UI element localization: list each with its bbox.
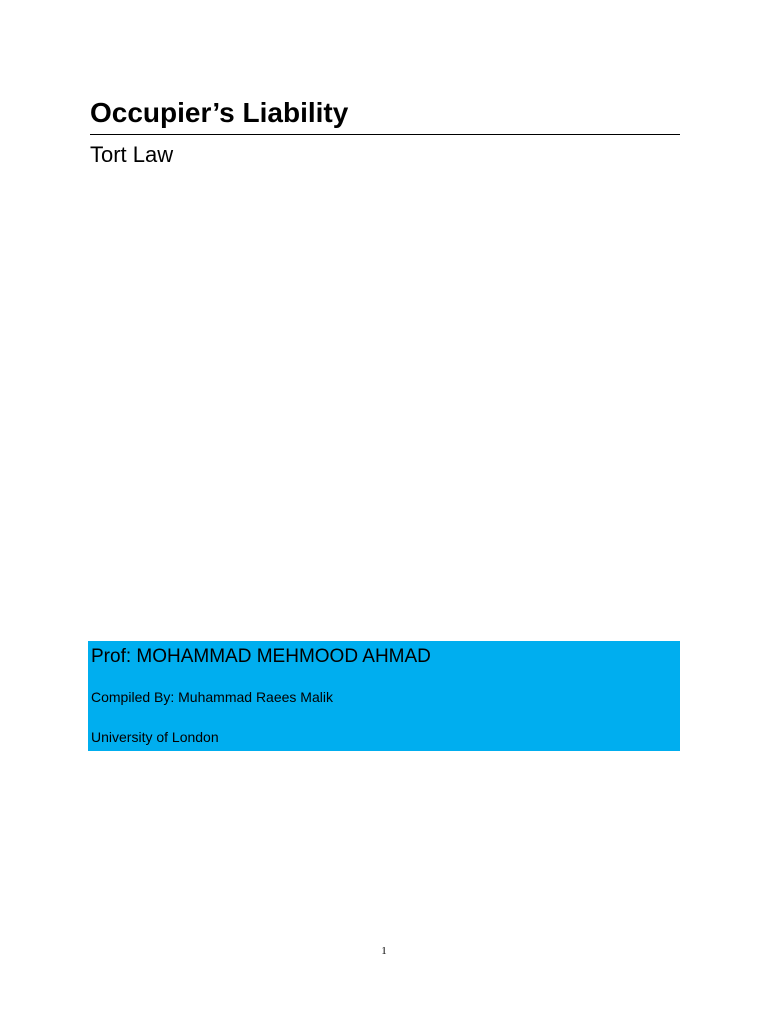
document-title: Occupier’s Liability	[90, 97, 349, 128]
compiled-by-text: Compiled By: Muhammad Raees Malik	[91, 689, 333, 705]
page-number: 1	[381, 945, 387, 957]
author-info-box	[88, 641, 680, 751]
professor-name: Prof: MOHAMMAD MEHMOOD AHMAD	[91, 646, 431, 667]
title-underline	[90, 134, 680, 135]
document-subtitle: Tort Law	[90, 142, 174, 167]
institution-name: University of London	[91, 729, 219, 745]
